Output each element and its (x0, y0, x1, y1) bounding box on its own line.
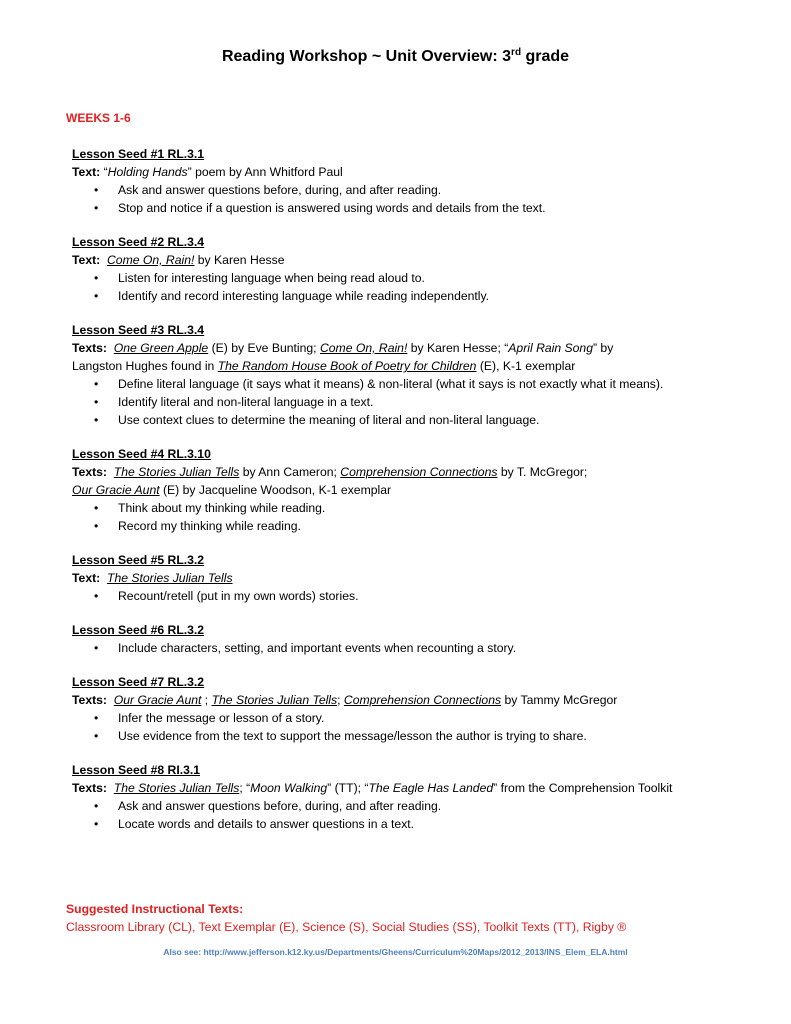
page-title (0, 48, 791, 66)
text-detail: ; “ (239, 781, 251, 795)
text-title: April Rain Song (508, 341, 593, 355)
bullet-point: • Identify literal and non-literal language in a text. (72, 393, 772, 411)
text-title: The Stories Julian Tells (211, 693, 338, 707)
suggested-texts (66, 900, 626, 936)
lesson-seed-heading: Lesson Seed #8 RI.3.1 (72, 763, 201, 777)
lesson-seed-heading: Lesson Seed #2 RL.3.4 (72, 235, 205, 249)
text-detail: by T. McGregor; (497, 465, 588, 479)
text-detail: (E) by Eve Bunting; (208, 341, 320, 355)
lesson-seed-2 (72, 233, 772, 305)
bullet-list (72, 375, 772, 429)
bullet-point: • Use context clues to determine the meaning of literal and non-literal language. (72, 411, 772, 429)
text-detail: (E) by Jacqueline Woodson, K-1 exemplar (159, 483, 392, 497)
texts-label: Text: (72, 253, 101, 267)
lesson-seed-heading: Lesson Seed #7 RL.3.2 (72, 675, 205, 689)
text-title: Comprehension Connections (343, 693, 502, 707)
bullet-list (72, 269, 772, 305)
lesson-seed-6 (72, 621, 772, 657)
bullet-point: • Identify and record interesting language while reading independently. (72, 287, 772, 305)
text-title: Moon Walking (250, 781, 328, 795)
title-main: Reading Workshop ~ Unit Overview: 3 (221, 48, 512, 65)
texts-label: Texts: (72, 341, 107, 355)
text-detail: ” by (592, 341, 614, 355)
text-title: Our Gracie Aunt (72, 483, 160, 497)
text-detail: poem by Ann Whitford Paul (191, 165, 343, 179)
title-end: grade (521, 48, 570, 65)
lesson-seed-8 (72, 761, 772, 833)
bullet-point: • Listen for interesting language when being read aloud to. (72, 269, 772, 287)
lesson-seed-4 (72, 445, 772, 535)
bullet-point: • Stop and notice if a question is answered using words and details from the text. (72, 199, 772, 217)
text-detail: Langston Hughes found in (72, 359, 218, 373)
bullet-point: • Use evidence from the text to support the message/lesson the author is trying to share. (72, 727, 772, 745)
text-detail: by Ann Cameron; (239, 465, 341, 479)
bullet-point: • Infer the message or lesson of a story. (72, 709, 772, 727)
bullet-point: • Think about my thinking while reading. (72, 499, 772, 517)
lesson-seed-1 (72, 145, 772, 217)
suggested-list: Classroom Library (CL), Text Exemplar (E), Science (S), Social Studies (SS), Toolkit Texts (TT), Rigby ® (66, 920, 627, 934)
lesson-seed-heading: Lesson Seed #4 RL.3.10 (72, 447, 211, 461)
also-see-link[interactable]: Also see: http://www.jefferson.k12.ky.us/Departments/Gheens/Curriculum%20Maps/2012_2013/INS_Elem_ELA.html (163, 947, 628, 957)
lesson-seed-heading: Lesson Seed #3 RL.3.4 (72, 323, 205, 337)
texts-label: Text: (72, 571, 101, 585)
lesson-seed-heading: Lesson Seed #1 RL.3.1 (72, 147, 205, 161)
texts-label: Texts: (72, 781, 107, 795)
text-title: The Eagle Has Landed (368, 781, 494, 795)
suggested-heading: Suggested Instructional Texts: (66, 902, 244, 916)
bullet-point: • Locate words and details to answer questions in a text. (72, 815, 772, 833)
texts-label: Texts: (72, 465, 107, 479)
bullet-point: • Record my thinking while reading. (72, 517, 772, 535)
bullet-point: • Define literal language (it says what it means) & non-literal (what it says is not exactly what it means). (72, 375, 772, 393)
text-detail: (E), K-1 exemplar (476, 359, 576, 373)
text-detail: ; (201, 693, 212, 707)
texts-label: Text: (72, 165, 101, 179)
lesson-seed-heading: Lesson Seed #5 RL.3.2 (72, 553, 205, 567)
texts-line-continued (72, 357, 772, 375)
lesson-seed-heading: Lesson Seed #6 RL.3.2 (72, 623, 205, 637)
quote-close: ” (187, 165, 192, 179)
text-title: Our Gracie Aunt (113, 693, 202, 707)
lesson-seed-7 (72, 673, 772, 745)
bullet-list (72, 587, 772, 605)
texts-line (72, 251, 772, 269)
text-title: Holding Hands (107, 165, 188, 179)
bullet-list (72, 639, 772, 657)
lesson-seed-5 (72, 551, 772, 605)
text-detail: by Karen Hesse (194, 253, 285, 267)
texts-line (72, 779, 772, 797)
text-title: Come On, Rain! (319, 341, 408, 355)
texts-label: Texts: (72, 693, 107, 707)
bullet-point: • Include characters, setting, and important events when recounting a story. (72, 639, 772, 657)
text-title: The Stories Julian Tells (113, 781, 240, 795)
text-detail: by Tammy McGregor (501, 693, 618, 707)
text-title: Comprehension Connections (340, 465, 498, 479)
text-detail: by Karen Hesse; “ (407, 341, 509, 355)
texts-line (72, 463, 772, 481)
bullet-list (72, 709, 772, 745)
lesson-seed-3 (72, 321, 772, 429)
lesson-seeds (72, 145, 772, 849)
text-title: The Random House Book of Poetry for Children (217, 359, 477, 373)
title-superscript: rd (511, 47, 522, 58)
bullet-point: • Recount/retell (put in my own words) stories. (72, 587, 772, 605)
text-title: The Stories Julian Tells (113, 465, 240, 479)
texts-line (72, 163, 772, 181)
texts-line (72, 691, 772, 709)
text-title: Come On, Rain! (107, 253, 195, 267)
weeks-label: WEEKS 1-6 (66, 111, 131, 125)
text-detail: ; (337, 693, 344, 707)
bullet-point: • Ask and answer questions before, during, and after reading. (72, 181, 772, 199)
quote-open: “ (103, 165, 108, 179)
bullet-point: • Ask and answer questions before, during, and after reading. (72, 797, 772, 815)
text-detail: ” (TT); “ (327, 781, 369, 795)
text-title: One Green Apple (113, 341, 209, 355)
bullet-list (72, 181, 772, 217)
bullet-list (72, 797, 772, 833)
texts-line-continued (72, 481, 772, 499)
text-title: The Stories Julian Tells (107, 571, 233, 585)
texts-line (72, 339, 772, 357)
bullet-list (72, 499, 772, 535)
text-detail: ” from the Comprehension Toolkit (493, 781, 673, 795)
texts-line (72, 569, 772, 587)
